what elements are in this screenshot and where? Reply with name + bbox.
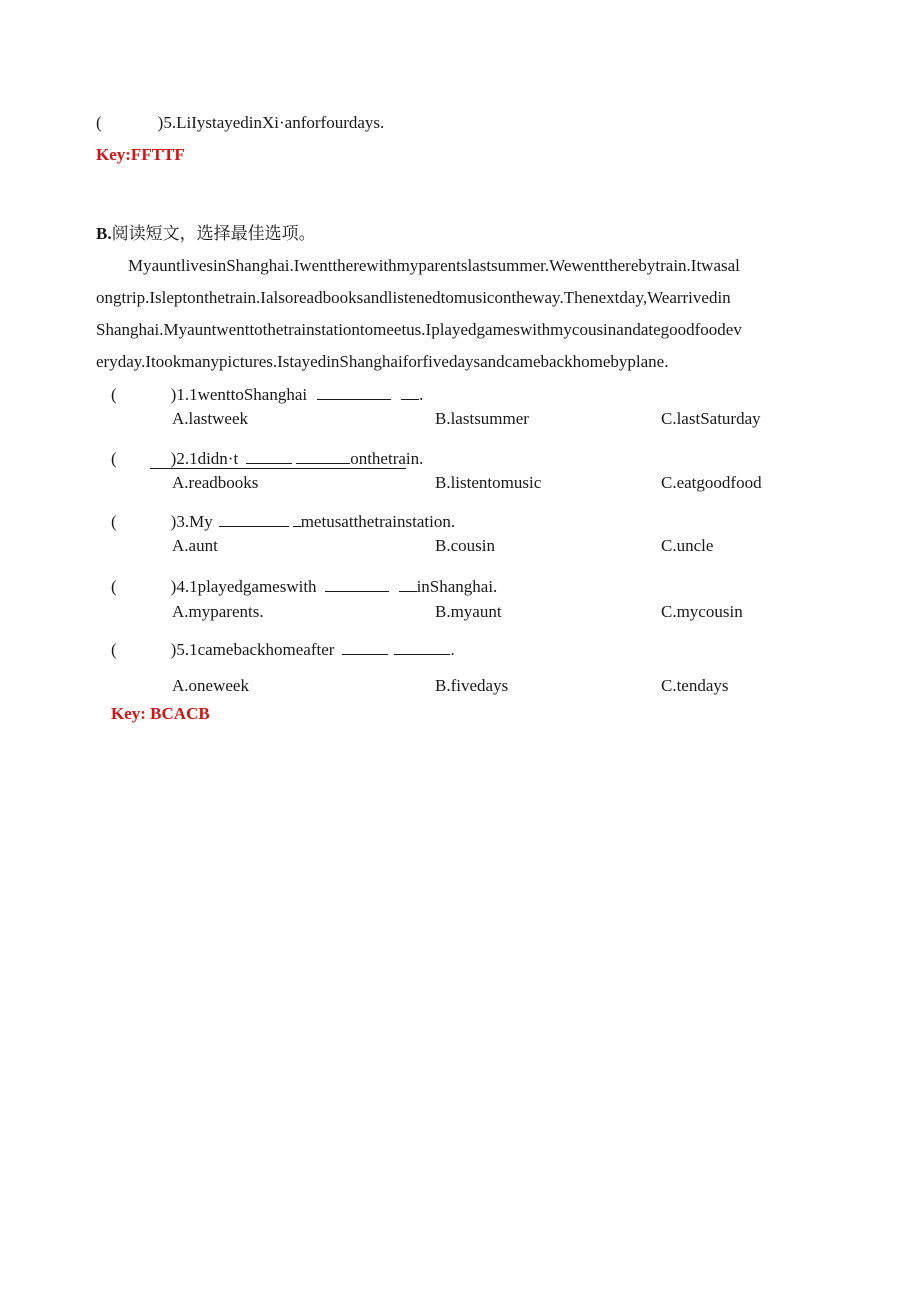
question-suffix: .	[450, 640, 455, 659]
question-5	[111, 638, 455, 660]
option-c[interactable]: C.eatgoodfood	[661, 473, 762, 492]
answer-blank[interactable]	[293, 510, 301, 527]
section-b-heading	[96, 219, 316, 244]
question-suffix: onthetrain.	[350, 449, 424, 468]
option-a[interactable]: A.readbooks	[172, 473, 259, 492]
option-a[interactable]: A.myparents.	[172, 602, 264, 621]
option-a[interactable]: A.aunt	[172, 536, 218, 555]
answer-blank[interactable]	[342, 638, 388, 655]
answer-blank[interactable]	[219, 510, 289, 527]
option-b[interactable]: B.myaunt	[435, 602, 502, 621]
reading-passage	[96, 250, 742, 378]
answer-blank[interactable]	[394, 638, 450, 655]
section-b-label: B.	[96, 224, 112, 243]
passage-line: Shanghai.Myauntwenttothetrainstationtomeetus.Iplayedgameswithmycousinandategoodfoodev	[96, 320, 742, 339]
question-suffix: inShanghai.	[416, 577, 498, 596]
question-prefix: )2.1didn·t	[170, 449, 239, 468]
answer-paren[interactable]: (	[96, 113, 102, 132]
option-b[interactable]: B.cousin	[435, 536, 495, 555]
option-c[interactable]: C.mycousin	[661, 602, 743, 621]
question-suffix: .	[419, 385, 424, 404]
question-suffix: metusatthetrainstation.	[300, 512, 456, 531]
answer-blank[interactable]	[325, 575, 389, 592]
question-prefix: )4.1playedgameswith	[170, 577, 317, 596]
option-b[interactable]: B.fivedays	[435, 676, 509, 695]
question-2	[111, 447, 423, 469]
part-a-question-5	[96, 113, 384, 133]
question-4	[111, 575, 497, 597]
section-b-instruction: 阅读短文，选择最佳选项。	[111, 224, 316, 243]
answer-paren[interactable]: (	[111, 512, 117, 531]
option-a[interactable]: A.lastweek	[172, 409, 249, 428]
question-prefix: )3.My	[170, 512, 213, 531]
question-text: )5.LiIystayedinXi·anforfourdays.	[157, 113, 385, 132]
option-b[interactable]: B.lastsummer	[435, 409, 529, 428]
question-prefix: )1.1wenttoShanghai	[170, 385, 308, 404]
passage-line: MyauntlivesinShanghai.Iwenttherewithmyparentslastsummer.Wewenttherebytrain.Itwasal	[128, 256, 740, 275]
answer-key-b: Key: BCACB	[111, 704, 210, 723]
answer-blank[interactable]	[317, 383, 391, 400]
answer-blank[interactable]	[399, 575, 417, 592]
option-b[interactable]: B.listentomusic	[435, 473, 542, 492]
question-prefix: )5.1camebackhomeafter	[170, 640, 335, 659]
option-c[interactable]: C.tendays	[661, 676, 729, 695]
option-c[interactable]: C.lastSaturday	[661, 409, 761, 428]
answer-blank[interactable]	[246, 447, 292, 464]
passage-line: ongtrip.Isleptonthetrain.Ialsoreadbooksandlistenedtomusicontheway.Thenextday,Wearrivedin	[96, 288, 731, 307]
answer-key-a: Key:FFTTF	[96, 145, 185, 164]
answer-paren[interactable]: (	[111, 449, 117, 468]
question-1	[111, 383, 423, 405]
option-a[interactable]: A.oneweek	[172, 676, 249, 695]
option-c[interactable]: C.uncle	[661, 536, 714, 555]
answer-blank[interactable]	[401, 383, 419, 400]
answer-paren[interactable]: (	[111, 640, 117, 659]
answer-paren[interactable]: (	[111, 385, 117, 404]
answer-paren[interactable]: (	[111, 577, 117, 596]
answer-blank[interactable]	[296, 447, 350, 464]
passage-line: eryday.Itookmanypictures.IstayedinShanghaiforfivedaysandcamebackhomebyplane.	[96, 352, 669, 371]
question-3	[111, 510, 455, 532]
